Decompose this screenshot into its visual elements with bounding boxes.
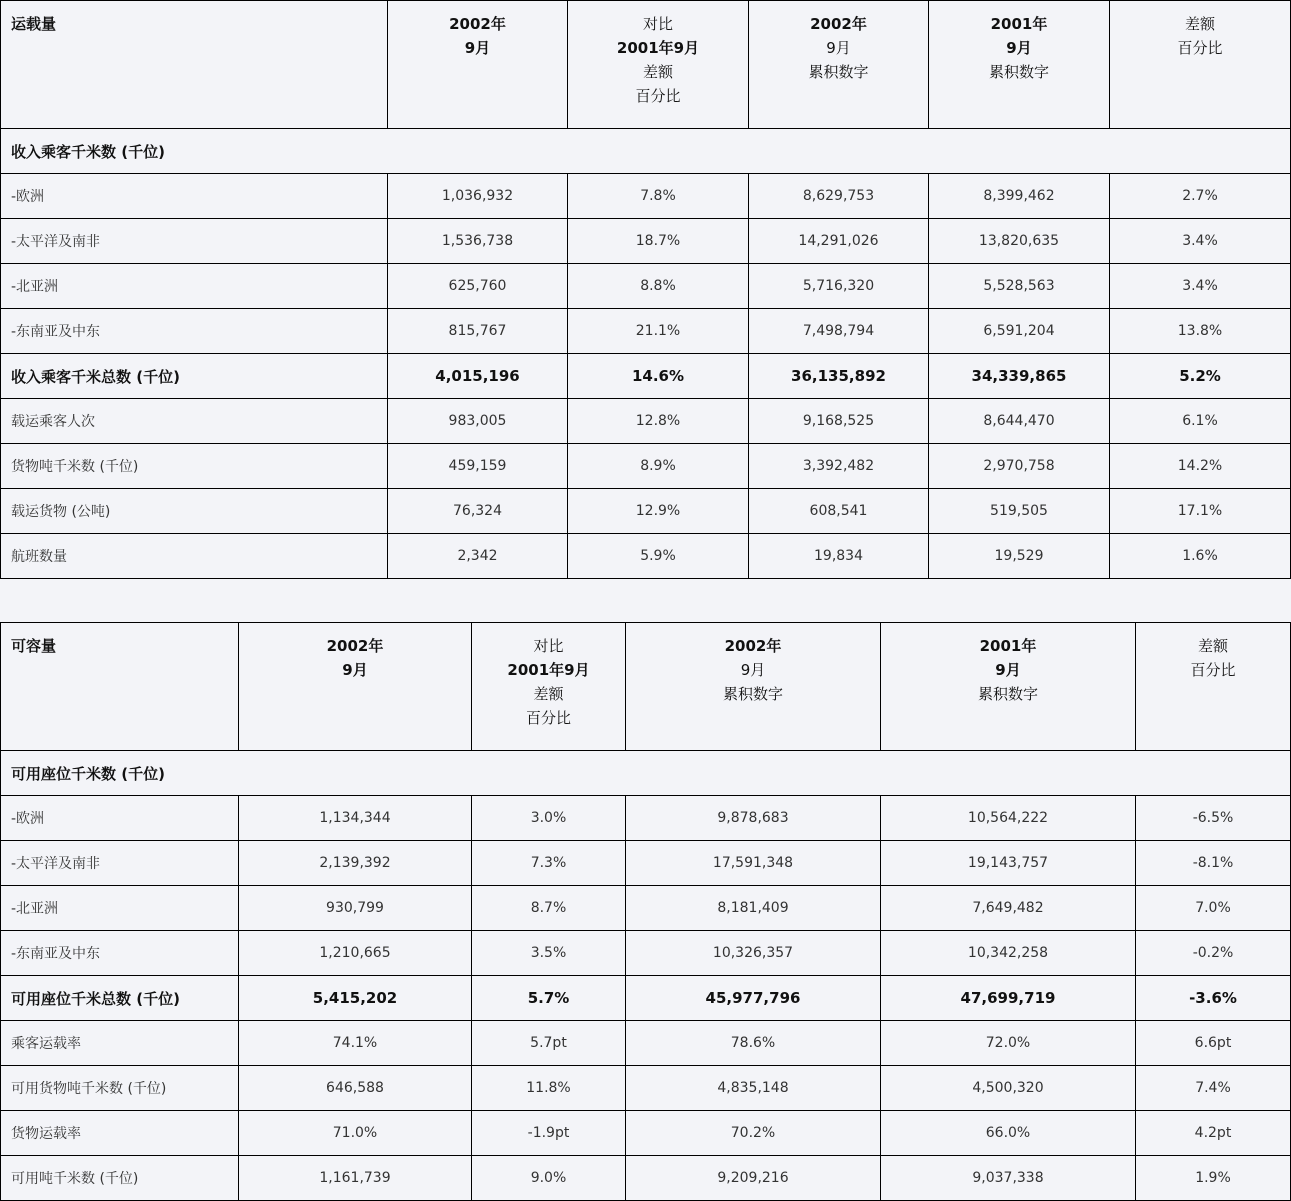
capacity-header-cumulative-2001: 2001年 9月 累积数字 xyxy=(881,623,1136,751)
row-label: 收入乘客千米总数 (千位) xyxy=(1,354,388,399)
cell-v5: 14.2% xyxy=(1110,444,1291,489)
cell-v2: 7.8% xyxy=(568,174,749,219)
cell-v2: 12.9% xyxy=(568,489,749,534)
traffic-header-diff-percent: 差额 百分比 xyxy=(1110,1,1291,129)
traffic-header-compare: 对比 2001年9月 差额 百分比 xyxy=(568,1,749,129)
cell-v1: 2,342 xyxy=(388,534,568,579)
table-row xyxy=(1,534,1291,579)
table-row xyxy=(1,489,1291,534)
table-row xyxy=(1,264,1291,309)
cell-v5: 7.4% xyxy=(1136,1066,1291,1111)
cell-v3: 9,168,525 xyxy=(749,399,929,444)
cell-v3: 9,209,216 xyxy=(626,1156,881,1201)
cell-v4: 6,591,204 xyxy=(929,309,1110,354)
cell-v3: 8,629,753 xyxy=(749,174,929,219)
row-label: 航班数量 xyxy=(1,534,388,579)
cell-v1: 74.1% xyxy=(239,1021,472,1066)
row-label: 货物吨千米数 (千位) xyxy=(1,444,388,489)
cell-v4: 4,500,320 xyxy=(881,1066,1136,1111)
row-label: 载运货物 (公吨) xyxy=(1,489,388,534)
cell-v4: 8,399,462 xyxy=(929,174,1110,219)
table-row xyxy=(1,174,1291,219)
table-row xyxy=(1,444,1291,489)
table-row xyxy=(1,1111,1291,1156)
row-label: 载运乘客人次 xyxy=(1,399,388,444)
cell-v2: 8.8% xyxy=(568,264,749,309)
row-label: -太平洋及南非 xyxy=(1,841,239,886)
cell-v3: 8,181,409 xyxy=(626,886,881,931)
cell-v3: 45,977,796 xyxy=(626,976,881,1021)
cell-v4: 72.0% xyxy=(881,1021,1136,1066)
cell-v3: 3,392,482 xyxy=(749,444,929,489)
cell-v4: 5,528,563 xyxy=(929,264,1110,309)
cell-v5: 4.2pt xyxy=(1136,1111,1291,1156)
table-row xyxy=(1,841,1291,886)
row-label: -欧洲 xyxy=(1,796,239,841)
row-label: -东南亚及中东 xyxy=(1,309,388,354)
traffic-header-title: 运载量 xyxy=(1,1,388,129)
cell-v1: 1,210,665 xyxy=(239,931,472,976)
cell-v4: 2,970,758 xyxy=(929,444,1110,489)
cell-v2: 18.7% xyxy=(568,219,749,264)
cell-v3: 70.2% xyxy=(626,1111,881,1156)
cell-v2: 7.3% xyxy=(472,841,626,886)
table-row xyxy=(1,219,1291,264)
cell-v1: 983,005 xyxy=(388,399,568,444)
capacity-section-title: 可用座位千米数 (千位) xyxy=(1,751,1291,796)
cell-v1: 2,139,392 xyxy=(239,841,472,886)
cell-v1: 5,415,202 xyxy=(239,976,472,1021)
cell-v5: 3.4% xyxy=(1110,219,1291,264)
cell-v5: 3.4% xyxy=(1110,264,1291,309)
cell-v3: 19,834 xyxy=(749,534,929,579)
capacity-header-cumulative-2002: 2002年 9月 累积数字 xyxy=(626,623,881,751)
cell-v2: 3.5% xyxy=(472,931,626,976)
cell-v4: 19,143,757 xyxy=(881,841,1136,886)
cell-v1: 1,036,932 xyxy=(388,174,568,219)
capacity-table xyxy=(0,622,1291,1201)
cell-v1: 459,159 xyxy=(388,444,568,489)
cell-v4: 47,699,719 xyxy=(881,976,1136,1021)
cell-v5: 1.9% xyxy=(1136,1156,1291,1201)
cell-v5: 6.6pt xyxy=(1136,1021,1291,1066)
total-row xyxy=(1,976,1291,1021)
table-row xyxy=(1,886,1291,931)
cell-v2: 5.7% xyxy=(472,976,626,1021)
cell-v5: -8.1% xyxy=(1136,841,1291,886)
cell-v4: 34,339,865 xyxy=(929,354,1110,399)
table-row xyxy=(1,399,1291,444)
table-row xyxy=(1,309,1291,354)
cell-v3: 9,878,683 xyxy=(626,796,881,841)
cell-v2: 14.6% xyxy=(568,354,749,399)
cell-v5: 17.1% xyxy=(1110,489,1291,534)
row-label: -北亚洲 xyxy=(1,264,388,309)
cell-v3: 4,835,148 xyxy=(626,1066,881,1111)
cell-v4: 19,529 xyxy=(929,534,1110,579)
row-label: 可用吨千米数 (千位) xyxy=(1,1156,239,1201)
cell-v3: 5,716,320 xyxy=(749,264,929,309)
cell-v3: 17,591,348 xyxy=(626,841,881,886)
cell-v2: 5.7pt xyxy=(472,1021,626,1066)
cell-v2: -1.9pt xyxy=(472,1111,626,1156)
row-label: -欧洲 xyxy=(1,174,388,219)
total-row xyxy=(1,354,1291,399)
cell-v5: 1.6% xyxy=(1110,534,1291,579)
table-row xyxy=(1,931,1291,976)
cell-v1: 1,134,344 xyxy=(239,796,472,841)
cell-v4: 519,505 xyxy=(929,489,1110,534)
cell-v4: 8,644,470 xyxy=(929,399,1110,444)
cell-v1: 646,588 xyxy=(239,1066,472,1111)
cell-v1: 71.0% xyxy=(239,1111,472,1156)
cell-v5: -6.5% xyxy=(1136,796,1291,841)
cell-v2: 11.8% xyxy=(472,1066,626,1111)
cell-v1: 815,767 xyxy=(388,309,568,354)
row-label: 乘客运载率 xyxy=(1,1021,239,1066)
capacity-header-row xyxy=(1,623,1291,751)
row-label: 可用货物吨千米数 (千位) xyxy=(1,1066,239,1111)
row-label: -东南亚及中东 xyxy=(1,931,239,976)
cell-v4: 9,037,338 xyxy=(881,1156,1136,1201)
cell-v5: 7.0% xyxy=(1136,886,1291,931)
cell-v3: 78.6% xyxy=(626,1021,881,1066)
cell-v2: 9.0% xyxy=(472,1156,626,1201)
cell-v4: 10,342,258 xyxy=(881,931,1136,976)
cell-v1: 625,760 xyxy=(388,264,568,309)
row-label: 可用座位千米总数 (千位) xyxy=(1,976,239,1021)
cell-v1: 1,161,739 xyxy=(239,1156,472,1201)
cell-v4: 66.0% xyxy=(881,1111,1136,1156)
cell-v2: 5.9% xyxy=(568,534,749,579)
table-row xyxy=(1,1066,1291,1111)
cell-v3: 14,291,026 xyxy=(749,219,929,264)
cell-v4: 7,649,482 xyxy=(881,886,1136,931)
cell-v5: -0.2% xyxy=(1136,931,1291,976)
cell-v4: 10,564,222 xyxy=(881,796,1136,841)
traffic-header-cumulative-2001: 2001年 9月 累积数字 xyxy=(929,1,1110,129)
cell-v3: 608,541 xyxy=(749,489,929,534)
capacity-header-title: 可容量 xyxy=(1,623,239,751)
row-label: 货物运载率 xyxy=(1,1111,239,1156)
cell-v1: 76,324 xyxy=(388,489,568,534)
cell-v5: -3.6% xyxy=(1136,976,1291,1021)
cell-v5: 6.1% xyxy=(1110,399,1291,444)
cell-v2: 12.8% xyxy=(568,399,749,444)
table-row xyxy=(1,796,1291,841)
traffic-header-month: 2002年 9月 xyxy=(388,1,568,129)
capacity-section-row xyxy=(1,751,1291,796)
row-label: -太平洋及南非 xyxy=(1,219,388,264)
cell-v3: 7,498,794 xyxy=(749,309,929,354)
cell-v1: 1,536,738 xyxy=(388,219,568,264)
cell-v5: 13.8% xyxy=(1110,309,1291,354)
capacity-header-diff-percent: 差额 百分比 xyxy=(1136,623,1291,751)
cell-v2: 3.0% xyxy=(472,796,626,841)
capacity-header-compare: 对比 2001年9月 差额 百分比 xyxy=(472,623,626,751)
cell-v1: 930,799 xyxy=(239,886,472,931)
cell-v1: 4,015,196 xyxy=(388,354,568,399)
traffic-table xyxy=(0,0,1291,579)
traffic-header-cumulative-2002: 2002年 9月 累积数字 xyxy=(749,1,929,129)
table-gap xyxy=(0,579,1291,622)
cell-v3: 36,135,892 xyxy=(749,354,929,399)
cell-v2: 21.1% xyxy=(568,309,749,354)
table-row xyxy=(1,1021,1291,1066)
traffic-section-row xyxy=(1,129,1291,174)
cell-v2: 8.7% xyxy=(472,886,626,931)
capacity-header-month: 2002年 9月 xyxy=(239,623,472,751)
traffic-header-row xyxy=(1,1,1291,129)
cell-v2: 8.9% xyxy=(568,444,749,489)
traffic-section-title: 收入乘客千米数 (千位) xyxy=(1,129,1291,174)
table-row xyxy=(1,1156,1291,1201)
cell-v5: 2.7% xyxy=(1110,174,1291,219)
cell-v3: 10,326,357 xyxy=(626,931,881,976)
cell-v4: 13,820,635 xyxy=(929,219,1110,264)
cell-v5: 5.2% xyxy=(1110,354,1291,399)
row-label: -北亚洲 xyxy=(1,886,239,931)
